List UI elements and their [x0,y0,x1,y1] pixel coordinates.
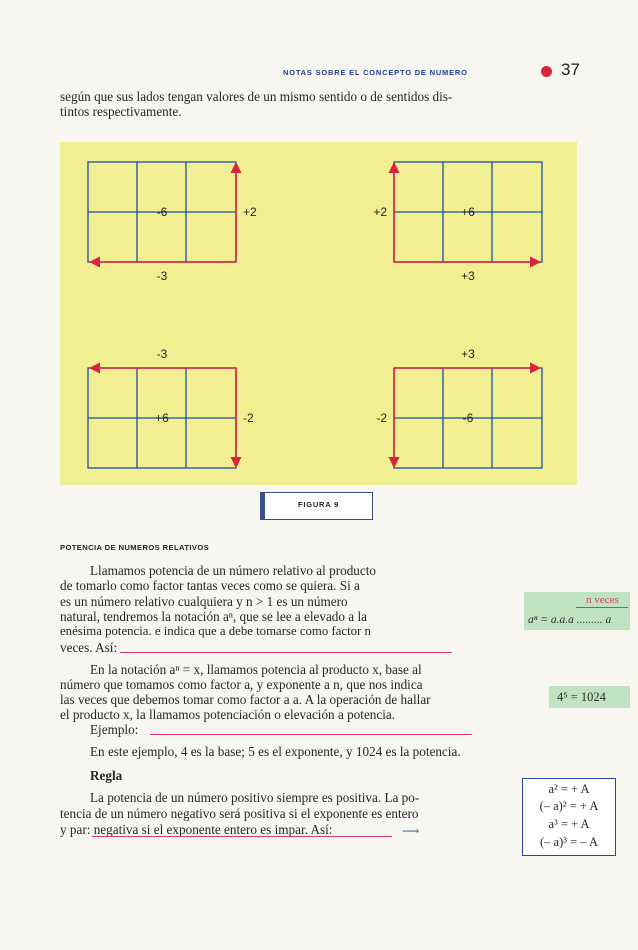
p2-line-3: las veces que debemos tomar como factor a a. A la operación de hallar [60,692,431,707]
p2-line-2: número que tomamos como factor a, y exponente a n, que nos indica [60,677,423,692]
arrow-right-icon: ⟶ [402,824,420,838]
panel-1-right-label: +2 [243,205,257,219]
panel-4-product: -6 [462,411,474,425]
figure-caption: FIGURA 9 [297,500,340,509]
rule-line-3: y par: negativa si el exponente entero es impar. Así: [60,822,333,837]
panel-3-right-label: -2 [243,411,254,425]
sign-rule-2: (– a)² = + A [539,799,599,813]
definition-formula: aⁿ = a.a.a ......... a [528,614,612,626]
p1-line-5: enésima potencia. e indica que a debe tomarse como factor n [60,624,371,638]
p2-line-1: En la notación aⁿ = x, llamamos potencia al producto x, base al [90,662,422,677]
panel-3-top-label: -3 [156,347,168,361]
n-veces-label: n veces [586,594,619,606]
p1-line-2: de tomarlo como factor tantas veces como se quiera. Si a [60,578,360,593]
figure-caption-box [260,492,373,520]
n-veces-brace [576,607,628,608]
p2-underline [150,734,472,735]
p2-line-4: el producto x, la llamamos potenciación o elevación a potencia. [60,707,396,722]
panel-2-product: +6 [461,205,475,219]
panel-2-left-label: +2 [373,205,387,219]
panel-1-product: -6 [156,205,168,219]
sign-rule-3: a³ = + A [548,817,590,831]
signs-box [522,778,616,856]
p1-underline [120,652,452,653]
rule-line-1: La potencia de un número positivo siempre es positiva. La po- [90,790,420,805]
panel-4-left-label: -2 [376,411,387,425]
rule-title: Regla [90,768,123,783]
p2-line-5: Ejemplo: [90,722,139,737]
rule-line-2: tencia de un número negativo será positiva si el exponente es entero [60,806,419,821]
running-head: NOTAS SOBRE EL CONCEPTO DE NUMERO [283,68,468,77]
panel-1-bottom-label: -3 [156,269,168,283]
sign-rule-1: a² = + A [548,782,590,796]
intro-line-2: tintos respectivamente. [60,104,182,119]
p1-line-3: es un número relativo cualquiera y n > 1 es un número [60,594,348,609]
p1-line-4: natural, tendremos la notación aⁿ, que se lee a elevado a la [60,609,367,624]
example-box [549,686,630,708]
example-formula: 4⁵ = 1024 [557,690,606,704]
panel-2-bottom-label: +3 [461,269,475,283]
rule-underline [92,836,392,837]
intro-line-1: según que sus lados tengan valores de un mismo sentido o de sentidos dis- [60,89,453,104]
sign-rule-4: (– a)³ = – A [539,835,598,849]
definition-box [524,592,630,630]
page-number: 37 [561,60,580,79]
p1-line-1: Llamamos potencia de un número relativo al producto [90,563,377,578]
panel-3-product: +6 [155,411,169,425]
section-heading: POTENCIA DE NUMEROS RELATIVOS [60,543,210,552]
panel-4-top-label: +3 [461,347,475,361]
p3-line: En este ejemplo, 4 es la base; 5 es el exponente, y 1024 es la potencia. [90,744,461,759]
p1-line-6: veces. Así: [60,640,118,655]
